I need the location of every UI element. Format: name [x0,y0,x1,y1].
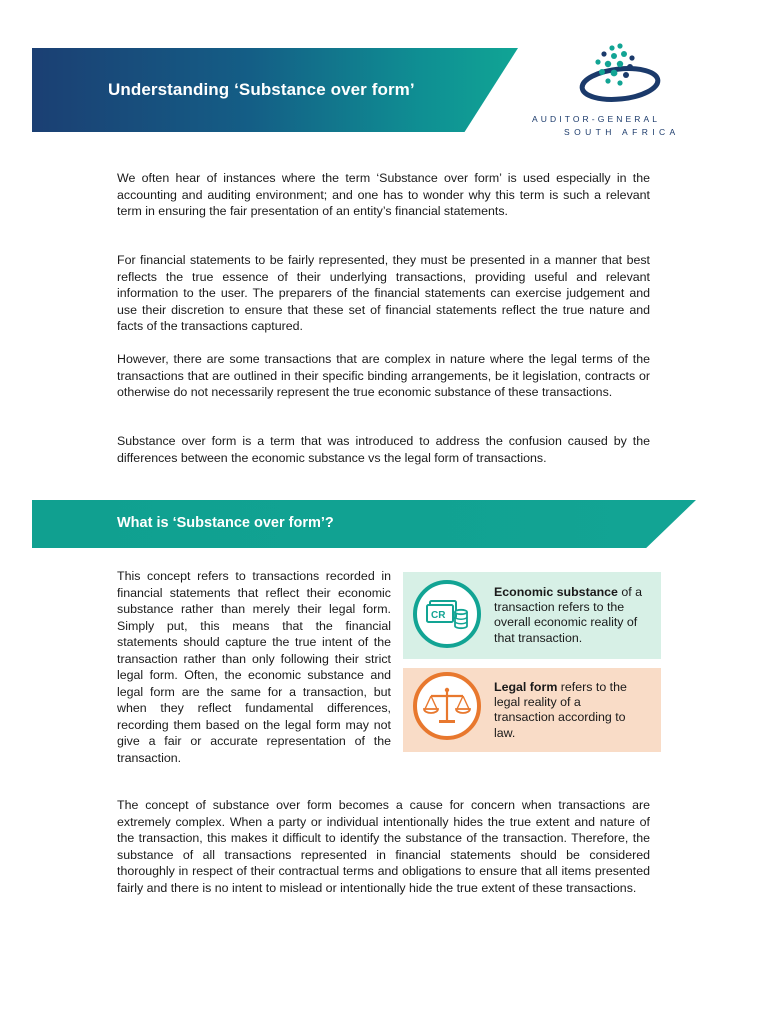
economic-substance-card [403,572,661,659]
legal-form-definition [494,680,644,741]
currency-label: CR [431,610,446,621]
intro-paragraph: Substance over form is a term that was introduced to address the confusion caused by the differences between the economic substance vs the legal form of transactions. [117,434,650,465]
scales-of-justice-icon [413,672,481,740]
section-title: What is ‘Substance over form’? [117,515,334,531]
legal-form-term: Legal form [494,680,558,694]
economic-substance-definition [494,585,654,646]
legal-form-card [403,668,661,752]
intro-paragraph: For financial statements to be fairly represented, they must be presented in a manner that best reflects the true essence of their underlying transactions, providing useful and relevant information to the user. The preparers of the financial statements can exercise judgement and use their discretion to ensure that these set of financial statements reflect the true nature and facts of the transactions captured. [117,253,650,333]
logo-text-auditor-general: AUDITOR-GENERAL [532,114,661,124]
legal-form-text: refers to the legal reality of a transaction according to law. [494,680,627,740]
money-coins-icon [413,580,481,648]
intro-paragraph: However, there are some transactions that are complex in nature where the legal terms of the transactions that are outlined in their specific binding arrangements, be it legislation, contracts or otherwise do not necessarily represent the true economic substance of these transactions. [117,352,650,399]
economic-substance-term: Economic substance [494,585,618,599]
page-title: Understanding ‘Substance over form’ [108,80,415,99]
concept-paragraph: This concept refers to transactions recorded in financial statements that reflect their economic substance rather than merely their legal form. Simply put, this means that the financial statements should capture the true intent of the transaction rather than only following their strict legal form. Often, the economic substance and legal form are the same for a transaction, but when they reflect fundamental differences, recording them based on the legal form may not give a fair or accurate representation of the transaction. [117,569,391,765]
intro-paragraph: We often hear of instances where the term ‘Substance over form’ is used especially in the accounting and auditing environment; and one has to wonder why this term is such a relevant term in ensuring the fair presentation of an entity’s financial statements. [117,171,650,218]
agsa-logo-icon [576,40,672,110]
logo-text-south-africa: SOUTH AFRICA [564,127,680,137]
economic-substance-text: of a transaction refers to the overall economic reality of that transaction. [494,585,643,645]
closing-paragraph: The concept of substance over form becomes a cause for concern when transactions are extremely complex. When a party or individual intentionally hides the true extent and nature of the transaction, this makes it difficult to identify the substance of the transaction. Therefore, the substance of all transactions represented in financial statements should be considered thoroughly in respect of their contractual terms and obligations to ensure that all items presented fairly and there is no intent to mislead or intentionally hide the true extent of these transactions. [117,798,650,895]
